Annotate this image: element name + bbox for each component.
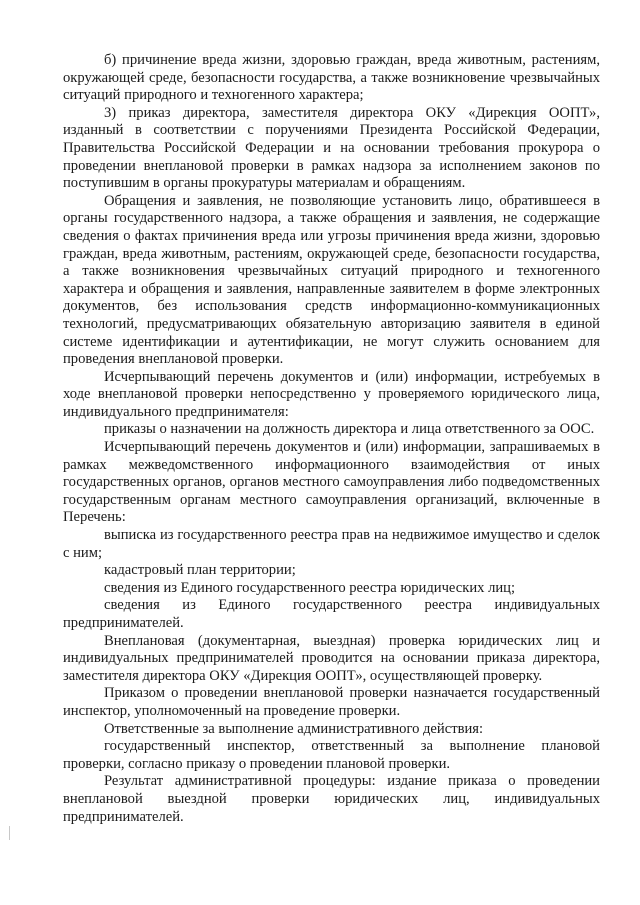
scan-margin-mark: [9, 826, 10, 840]
paragraph-harm-criteria: б) причинение вреда жизни, здоровью граждан, вреда животным, растениям, окружающей среде, безопасности государства, а также возникновение чрезвычайных ситуаций природного и техногенного характера;: [63, 52, 600, 104]
paragraph-legal-entities-registry: сведения из Единого государственного реестра юридических лиц;: [104, 579, 516, 596]
paragraph-interagency-documents: Исчерпывающий перечень документов и (или) информации, запрашиваемых в рамках межведомственного информационного взаимодействия от иных государственных органов, органов местного самоуправления либо подведомственных государственным органам местного самоуправления организаций, включенные в Перечень:: [63, 439, 600, 526]
paragraph-order-item-3: 3) приказ директора, заместителя директора ОКУ «Дирекция ООПТ», изданный в соответствии с поручениями Президента Российской Федерации, Правительства Российской Федерации и на основании требования прокурора о проведении внеплановой проверки в рамках надзора за исполнением законов по поступившим в органы прокуратуры материалам и обращениям.: [63, 104, 600, 192]
paragraph-cadastral-plan: кадастровый план территории;: [104, 562, 296, 579]
paragraph-responsible-inspector: государственный инспектор, ответственный за выполнение плановой проверки, согласно приказу о проведении плановой проверки.: [63, 738, 600, 772]
paragraph-inspector-appointment: Приказом о проведении внеплановой проверки назначается государственный инспектор, уполномоченный на проведение проверки.: [63, 685, 600, 719]
paragraph-anonymous-appeals: Обращения и заявления, не позволяющие установить лицо, обратившееся в органы государственного надзора, а также обращения и заявления, не содержащие сведения о фактах причинения вреда или угрозы причинения вреда жизни, здоровью граждан, вреда животным, растениям, окружающей среде, безопасности государства, а также возникновения чрезвычайных ситуаций природного и техногенного характера и обращения и заявления, направленные заявителем в форме электронных документов, без использования средств информационно-коммуникационных технологий, предусматривающих обязательную авторизацию заявителя в единой системе идентификации и аутентификации, не могут служить основанием для проведения внеплановой проверки.: [63, 192, 600, 368]
paragraph-procedure-result: Результат административной процедуры: издание приказа о проведении внеплановой выездной проверки юридических лиц, индивидуальных предпринимателей.: [63, 773, 600, 825]
document-page: [63, 52, 600, 826]
paragraph-property-registry: выписка из государственного реестра прав на недвижимое имущество и сделок с ним;: [63, 527, 600, 561]
paragraph-inspection-basis: Внеплановая (документарная, выездная) проверка юридических лиц и индивидуальных предпринимателей проводится на основании приказа директора, заместителя директора ОКУ «Дирекция ООПТ», осуществляющей проверку.: [63, 632, 600, 684]
paragraph-documents-requested-list: Исчерпывающий перечень документов и (или) информации, истребуемых в ходе внеплановой проверки непосредственно у проверяемого юридического лица, индивидуального предпринимателя:: [63, 368, 600, 420]
paragraph-appointment-orders: приказы о назначении на должность директора и лица ответственного за ООС.: [104, 421, 595, 438]
paragraph-entrepreneurs-registry: сведения из Единого государственного реестра индивидуальных предпринимателей.: [63, 597, 600, 631]
paragraph-responsible-heading: Ответственные за выполнение административного действия:: [104, 720, 484, 737]
